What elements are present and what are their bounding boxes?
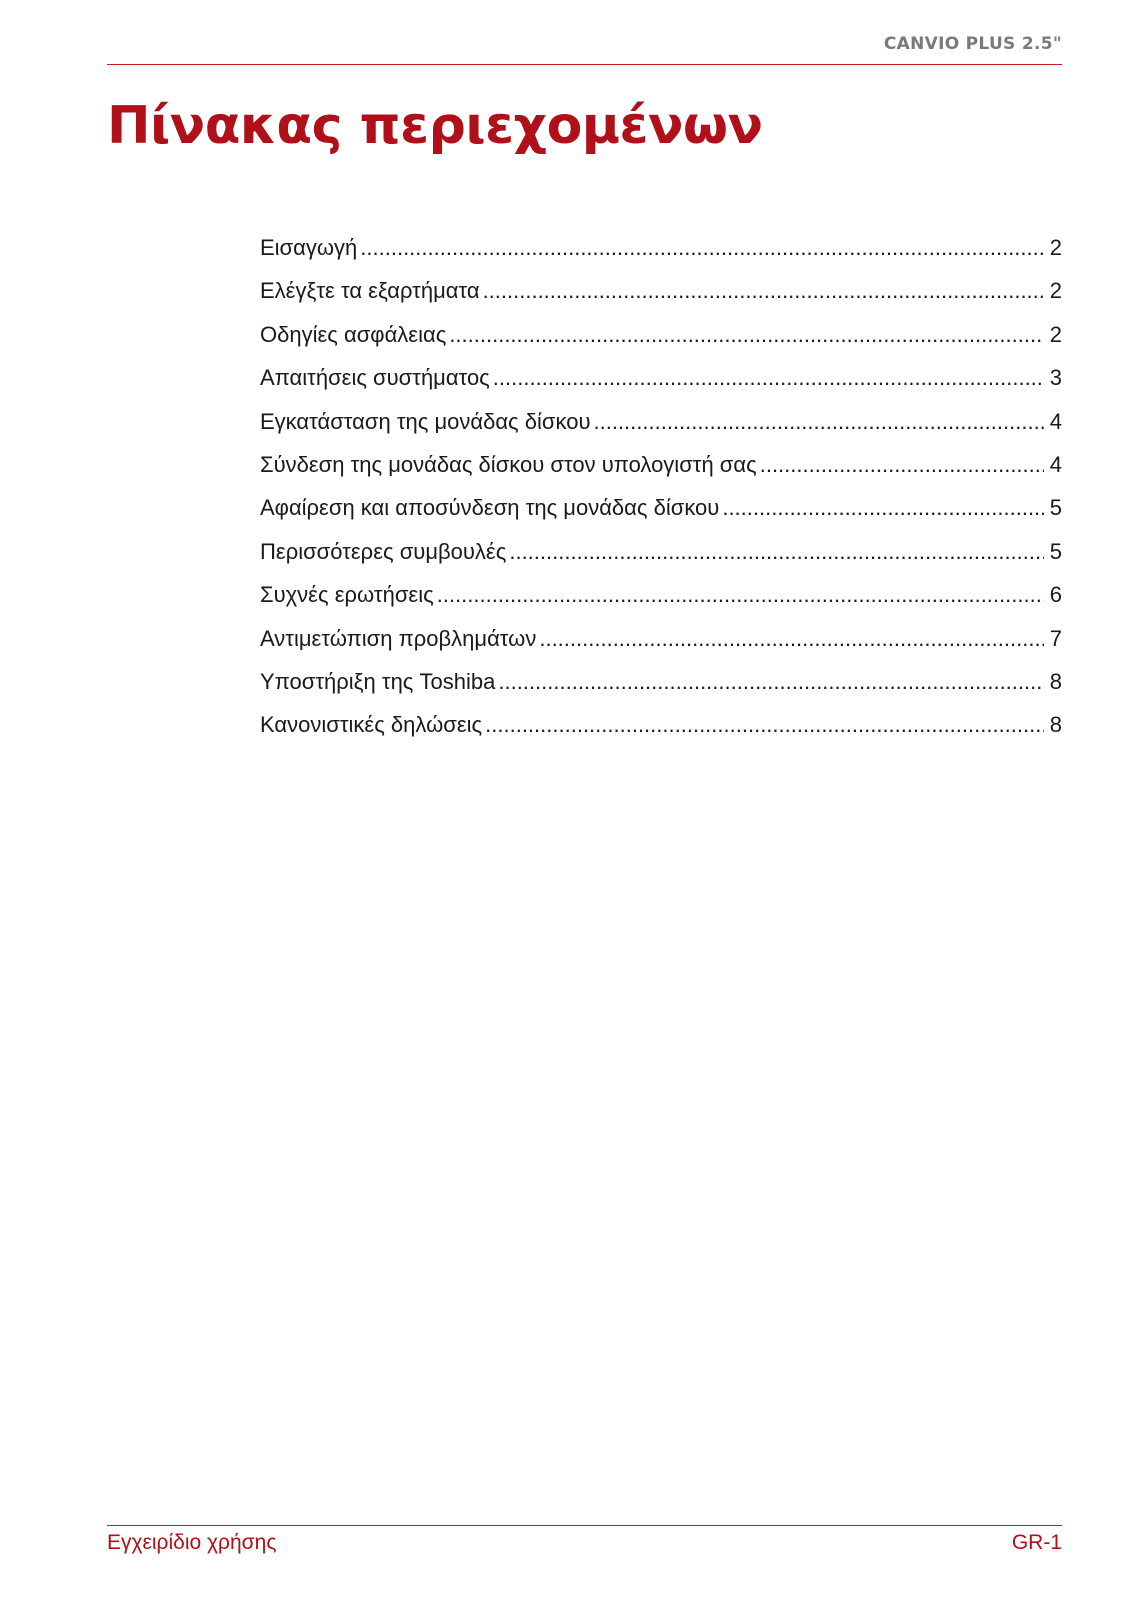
header-divider <box>107 64 1062 65</box>
toc-entry-page: 5 <box>1049 495 1062 521</box>
toc-entry-page: 5 <box>1049 538 1062 564</box>
toc-entry-label: Ελέγξτε τα εξαρτήματα <box>260 278 480 304</box>
toc-entry-connect-drive[interactable] <box>260 452 1062 495</box>
running-header-product: CANVIO PLUS 2.5" <box>883 34 1062 54</box>
toc-dot-leader <box>722 495 1043 521</box>
toc-dot-leader <box>437 582 1044 608</box>
toc-dot-leader <box>449 322 1043 348</box>
toc-entry-toshiba-support[interactable] <box>260 669 1062 712</box>
toc-entry-page: 2 <box>1049 321 1062 347</box>
toc-entry-page: 3 <box>1049 365 1062 391</box>
page-title: Πίνακας περιεχομένων <box>107 96 763 156</box>
toc-dot-leader <box>498 669 1043 695</box>
toc-entry-page: 6 <box>1049 582 1062 608</box>
toc-entry-label: Αφαίρεση και αποσύνδεση της μονάδας δίσκου <box>260 495 720 521</box>
footer-divider <box>107 1525 1062 1526</box>
toc-entry-more-tips[interactable] <box>260 539 1062 582</box>
toc-entry-page: 8 <box>1049 668 1062 694</box>
toc-entry-introduction[interactable] <box>260 235 1062 278</box>
toc-entry-label: Αντιμετώπιση προβλημάτων <box>260 625 537 651</box>
toc-entry-label: Σύνδεση της μονάδας δίσκου στον υπολογιστή σας <box>260 451 757 477</box>
toc-entry-label: Συχνές ερωτήσεις <box>260 582 434 608</box>
toc-entry-label: Απαιτήσεις συστήματος <box>260 365 490 391</box>
toc-entry-label: Υποστήριξη της Toshiba <box>260 668 496 694</box>
toc-dot-leader <box>360 235 1043 261</box>
toc-dot-leader <box>483 278 1044 304</box>
toc-entry-label: Εισαγωγή <box>260 235 358 260</box>
footer-page-number: GR-1 <box>1011 1531 1062 1554</box>
toc-entry-page: 2 <box>1049 278 1062 304</box>
toc-entry-page: 4 <box>1049 451 1062 477</box>
toc-entry-faq[interactable] <box>260 582 1062 625</box>
toc-dot-leader <box>493 365 1044 391</box>
toc-entry-page: 7 <box>1049 625 1062 651</box>
toc-dot-leader <box>760 452 1044 478</box>
footer-manual-title: Εγχειρίδιο χρήσης <box>107 1531 277 1554</box>
toc-entry-regulatory-statements[interactable] <box>260 712 1062 755</box>
toc-dot-leader <box>593 409 1043 435</box>
toc-entry-page: 8 <box>1049 712 1062 738</box>
table-of-contents <box>260 235 1062 756</box>
toc-entry-label: Κανονιστικές δηλώσεις <box>260 712 483 738</box>
toc-entry-label: Οδηγίες ασφάλειας <box>260 321 447 347</box>
toc-entry-page: 4 <box>1049 408 1062 434</box>
toc-entry-system-requirements[interactable] <box>260 365 1062 408</box>
toc-entry-troubleshooting[interactable] <box>260 626 1062 669</box>
toc-entry-label: Περισσότερες συμβουλές <box>260 538 507 564</box>
toc-entry-page: 2 <box>1049 235 1062 260</box>
toc-entry-remove-drive[interactable] <box>260 495 1062 538</box>
toc-entry-check-components[interactable] <box>260 278 1062 321</box>
toc-dot-leader <box>509 539 1043 565</box>
toc-entry-label: Εγκατάσταση της μονάδας δίσκου <box>260 408 591 434</box>
toc-entry-drive-installation[interactable] <box>260 409 1062 452</box>
toc-entry-safety-instructions[interactable] <box>260 322 1062 365</box>
toc-dot-leader <box>485 712 1044 738</box>
toc-dot-leader <box>539 626 1043 652</box>
